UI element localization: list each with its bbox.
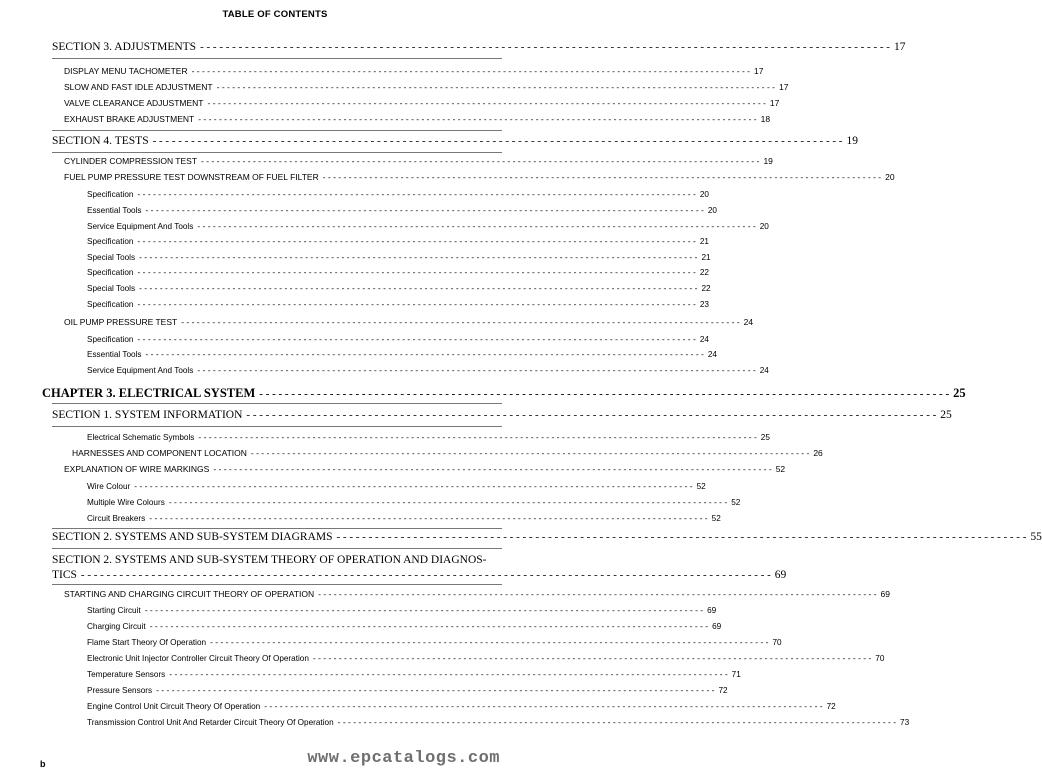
entry-page: 25 xyxy=(940,409,952,421)
section-rule xyxy=(52,130,502,131)
toc-subentry[interactable] xyxy=(87,605,717,615)
entry-label: Special Tools xyxy=(87,284,136,293)
entry-page: 52 xyxy=(696,482,706,491)
dot-leader: - - - - - - - - - - - - - - - - - - - - - - - - - - - - - - - - - - - - - - - - - - - - - - - - - - - - - - - - - - - - - - - - - - - - - - - - - - - - - - - - - - - - - - - - - - - - - - - - - - - - - - - - - - - - xyxy=(197,365,756,375)
toc-entry-section[interactable] xyxy=(52,531,1042,544)
toc-subentry[interactable] xyxy=(87,334,709,344)
entry-label: Electrical Schematic Symbols xyxy=(87,433,195,442)
entry-label: Electronic Unit Injector Controller Circuit Theory Of Operation xyxy=(87,654,309,663)
entry-page: 22 xyxy=(701,284,711,293)
toc-subentry[interactable] xyxy=(87,653,885,663)
toc-subentry[interactable] xyxy=(87,299,709,309)
entry-page: 69 xyxy=(707,606,717,615)
entry-label: EXPLANATION OF WIRE MARKINGS xyxy=(64,464,210,474)
dot-leader: - - - - - - - - - - - - - - - - - - - - - - - - - - - - - - - - - - - - - - - - - - - - - - - - - - - - - - - - - - - - - - - - - - - - - - - - - - - - - - - - - - - - - - - - - - - - - - - - - - - - - - - - - - - - xyxy=(139,252,698,262)
entry-page: 17 xyxy=(779,82,789,92)
dot-leader: - - - - - - - - - - - - - - - - - - - - - - - - - - - - - - - - - - - - - - - - - - - - - - - - - - - - - - - - - - - - - - - - - - - - - - - - - - - - - - - - - - - - - - - - - - - - - - - - - - - - - - - - - - - - xyxy=(259,388,950,400)
dot-leader: - - - - - - - - - - - - - - - - - - - - - - - - - - - - - - - - - - - - - - - - - - - - - - - - - - - - - - - - - - - - - - - - - - - - - - - - - - - - - - - - - - - - - - - - - - - - - - - - - - - - - - - - - - - - xyxy=(137,267,696,277)
dot-leader: - - - - - - - - - - - - - - - - - - - - - - - - - - - - - - - - - - - - - - - - - - - - - - - - - - - - - - - - - - - - - - - - - - - - - - - - - - - - - - - - - - - - - - - - - - - - - - - - - - - - - - - - - - - - xyxy=(312,653,872,663)
dot-leader: - - - - - - - - - - - - - - - - - - - - - - - - - - - - - - - - - - - - - - - - - - - - - - - - - - - - - - - - - - - - - - - - - - - - - - - - - - - - - - - - - - - - - - - - - - - - - - - - - - - - - - - - - - - - xyxy=(145,349,704,359)
dot-leader: - - - - - - - - - - - - - - - - - - - - - - - - - - - - - - - - - - - - - - - - - - - - - - - - - - - - - - - - - - - - - - - - - - - - - - - - - - - - - - - - - - - - - - - - - - - - - - - - - - - - - - - - - - - - xyxy=(139,283,698,293)
entry-page: 52 xyxy=(775,464,786,474)
entry-label: TICS xyxy=(52,569,77,581)
dot-leader: - - - - - - - - - - - - - - - - - - - - - - - - - - - - - - - - - - - - - - - - - - - - - - - - - - - - - - - - - - - - - - - - - - - - - - - - - - - - - - - - - - - - - - - - - - - - - - - - - - - - - - - - - - - - xyxy=(201,156,760,166)
toc-subentry[interactable] xyxy=(87,621,722,631)
entry-page: 25 xyxy=(953,386,966,400)
section-rule xyxy=(52,426,502,427)
watermark: www.epcatalogs.com xyxy=(307,749,500,768)
entry-label: SLOW AND FAST IDLE ADJUSTMENT xyxy=(64,82,213,92)
toc-entry-section[interactable] xyxy=(52,41,906,54)
dot-leader: - - - - - - - - - - - - - - - - - - - - - - - - - - - - - - - - - - - - - - - - - - - - - - - - - - - - - - - - - - - - - - - - - - - - - - - - - - - - - - - - - - - - - - - - - - - - - - - - - - - - - - - - - - - - xyxy=(145,205,704,215)
toc-entry[interactable] xyxy=(72,448,823,458)
entry-label: FUEL PUMP PRESSURE TEST DOWNSTREAM OF FUEL FILTER xyxy=(64,172,319,182)
dot-leader: - - - - - - - - - - - - - - - - - - - - - - - - - - - - - - - - - - - - - - - - - - - - - - - - - - - - - - - - - - - - - - - - - - - - - - - - - - - - - - - - - - - - - - - - - - - - - - - - - - - - - - - - - - - - xyxy=(216,82,776,92)
entry-page: 70 xyxy=(875,654,885,663)
entry-label: CHAPTER 3. ELECTRICAL SYSTEM xyxy=(42,386,256,400)
entry-label: Circuit Breakers xyxy=(87,514,146,523)
dot-leader: - - - - - - - - - - - - - - - - - - - - - - - - - - - - - - - - - - - - - - - - - - - - - - - - - - - - - - - - - - - - - - - - - - - - - - - - - - - - - - - - - - - - - - - - - - - - - - - - - - - - - - - - - - - - xyxy=(134,481,693,491)
toc-subentry[interactable] xyxy=(87,221,769,231)
section-rule xyxy=(52,403,502,404)
toc-subentry[interactable] xyxy=(87,669,741,679)
toc-subentry[interactable] xyxy=(87,717,910,727)
entry-page: 69 xyxy=(880,589,891,599)
entry-page: 52 xyxy=(731,498,741,507)
entry-label: Specification xyxy=(87,237,134,246)
entry-page: 18 xyxy=(760,114,771,124)
dot-leader: - - - - - - - - - - - - - - - - - - - - - - - - - - - - - - - - - - - - - - - - - - - - - - - - - - - - - - - - - - - - - - - - - - - - - - - - - - - - - - - - - - - - - - - - - - - - - - - - - - - - - - - - - - - - xyxy=(336,531,1027,543)
entry-label: Charging Circuit xyxy=(87,622,146,631)
entry-label: Service Equipment And Tools xyxy=(87,222,194,231)
entry-label: Specification xyxy=(87,335,134,344)
entry-label: CYLINDER COMPRESSION TEST xyxy=(64,156,198,166)
section-rule xyxy=(52,584,502,585)
entry-page: 17 xyxy=(893,41,906,53)
dot-leader: - - - - - - - - - - - - - - - - - - - - - - - - - - - - - - - - - - - - - - - - - - - - - - - - - - - - - - - - - - - - - - - - - - - - - - - - - - - - - - - - - - - - - - - - - - - - - - - - - - - - - - - - - - - - xyxy=(197,221,756,231)
toc-subentry[interactable] xyxy=(87,283,711,293)
dot-leader: - - - - - - - - - - - - - - - - - - - - - - - - - - - - - - - - - - - - - - - - - - - - - - - - - - - - - - - - - - - - - - - - - - - - - - - - - - - - - - - - - - - - - - - - - - - - - - - - - - - - - - - - - - - - xyxy=(144,605,704,615)
entry-label: HARNESSES AND COMPONENT LOCATION xyxy=(72,448,247,458)
entry-label: Essential Tools xyxy=(87,206,142,215)
entry-label: Pressure Sensors xyxy=(87,686,153,695)
entry-label: VALVE CLEARANCE ADJUSTMENT xyxy=(64,98,204,108)
toc-subentry[interactable] xyxy=(87,189,709,199)
entry-label: Wire Colour xyxy=(87,482,131,491)
toc-entry[interactable] xyxy=(64,98,780,108)
entry-label: Multiple Wire Colours xyxy=(87,498,165,507)
dot-leader: - - - - - - - - - - - - - - - - - - - - - - - - - - - - - - - - - - - - - - - - - - - - - - - - - - - - - - - - - - - - - - - - - - - - - - - - - - - - - - - - - - - - - - - - - - - - - - - - - - - - - - - - - - - - xyxy=(149,621,709,631)
toc-entry[interactable] xyxy=(64,114,771,124)
entry-page: 21 xyxy=(699,237,709,246)
section-rule xyxy=(52,58,502,59)
entry-page: 72 xyxy=(718,686,728,695)
dot-leader: - - - - - - - - - - - - - - - - - - - - - - - - - - - - - - - - - - - - - - - - - - - - - - - - - - - - - - - - - - - - - - - - - - - - - - - - - - - - - - - - - - - - - - - - - - - - - - - - - - - - - - - - - - - - xyxy=(168,497,728,507)
dot-leader: - - - - - - - - - - - - - - - - - - - - - - - - - - - - - - - - - - - - - - - - - - - - - - - - - - - - - - - - - - - - - - - - - - - - - - - - - - - - - - - - - - - - - - - - - - - - - - - - - - - - - - - - - - - - xyxy=(246,409,937,421)
entry-label: Temperature Sensors xyxy=(87,670,166,679)
dot-leader: - - - - - - - - - - - - - - - - - - - - - - - - - - - - - - - - - - - - - - - - - - - - - - - - - - - - - - - - - - - - - - - - - - - - - - - - - - - - - - - - - - - - - - - - - - - - - - - - - - - - - - - - - - - - xyxy=(181,317,740,327)
section-rule xyxy=(52,548,502,549)
toc-entry-section[interactable] xyxy=(52,569,787,582)
page-footer-letter: b xyxy=(40,759,46,769)
toc-entry-chapter[interactable] xyxy=(42,386,966,400)
dot-leader: - - - - - - - - - - - - - - - - - - - - - - - - - - - - - - - - - - - - - - - - - - - - - - - - - - - - - - - - - - - - - - - - - - - - - - - - - - - - - - - - - - - - - - - - - - - - - - - - - - - - - - - - - - - - xyxy=(152,135,843,147)
entry-label: DISPLAY MENU TACHOMETER xyxy=(64,66,188,76)
entry-page: 52 xyxy=(711,514,721,523)
entry-label: Engine Control Unit Circuit Theory Of Operation xyxy=(87,702,261,711)
toc-entry[interactable] xyxy=(64,317,754,327)
dot-leader: - - - - - - - - - - - - - - - - - - - - - - - - - - - - - - - - - - - - - - - - - - - - - - - - - - - - - - - - - - - - - - - - - - - - - - - - - - - - - - - - - - - - - - - - - - - - - - - - - - - - - - - - - - - - xyxy=(198,432,757,442)
entry-page: 26 xyxy=(813,448,823,458)
entry-page: 17 xyxy=(769,98,780,108)
section-rule xyxy=(52,528,502,529)
toc-entry[interactable] xyxy=(64,589,891,599)
entry-label: Transmission Control Unit And Retarder Circuit Theory Of Operation xyxy=(87,718,334,727)
section-rule xyxy=(52,152,502,153)
entry-page: 24 xyxy=(707,350,717,359)
entry-page: 73 xyxy=(900,718,910,727)
entry-label: OIL PUMP PRESSURE TEST xyxy=(64,317,178,327)
entry-page: 24 xyxy=(743,317,754,327)
dot-leader: - - - - - - - - - - - - - - - - - - - - - - - - - - - - - - - - - - - - - - - - - - - - - - - - - - - - - - - - - - - - - - - - - - - - - - - - - - - - - - - - - - - - - - - - - - - - - - - - - - - - - - - - - - - - xyxy=(137,299,696,309)
dot-leader: - - - - - - - - - - - - - - - - - - - - - - - - - - - - - - - - - - - - - - - - - - - - - - - - - - - - - - - - - - - - - - - - - - - - - - - - - - - - - - - - - - - - - - - - - - - - - - - - - - - - - - - - - - - - xyxy=(80,569,771,581)
toc-subentry[interactable] xyxy=(87,365,769,375)
entry-label: Specification xyxy=(87,300,134,309)
dot-leader: - - - - - - - - - - - - - - - - - - - - - - - - - - - - - - - - - - - - - - - - - - - - - - - - - - - - - - - - - - - - - - - - - - - - - - - - - - - - - - - - - - - - - - - - - - - - - - - - - - - - - - - - - - - - xyxy=(318,589,877,599)
entry-page: 69 xyxy=(774,569,787,581)
entry-label: Specification xyxy=(87,268,134,277)
toc-entry-section[interactable] xyxy=(52,409,952,422)
entry-page: 23 xyxy=(699,300,709,309)
dot-leader: - - - - - - - - - - - - - - - - - - - - - - - - - - - - - - - - - - - - - - - - - - - - - - - - - - - - - - - - - - - - - - - - - - - - - - - - - - - - - - - - - - - - - - - - - - - - - - - - - - - - - - - - - - - - xyxy=(191,66,750,76)
entry-page: 19 xyxy=(846,135,858,147)
dot-leader: - - - - - - - - - - - - - - - - - - - - - - - - - - - - - - - - - - - - - - - - - - - - - - - - - - - - - - - - - - - - - - - - - - - - - - - - - - - - - - - - - - - - - - - - - - - - - - - - - - - - - - - - - - - - xyxy=(169,669,728,679)
toc-subentry[interactable] xyxy=(87,481,706,491)
entry-page: 70 xyxy=(772,638,782,647)
entry-label: Starting Circuit xyxy=(87,606,141,615)
toc-subentry[interactable] xyxy=(87,267,709,277)
entry-label: Essential Tools xyxy=(87,350,142,359)
toc-entry[interactable] xyxy=(64,172,895,182)
entry-label: Flame Start Theory Of Operation xyxy=(87,638,207,647)
entry-page: 69 xyxy=(712,622,722,631)
entry-label: SECTION 3. ADJUSTMENTS xyxy=(52,41,197,53)
entry-page: 20 xyxy=(885,172,895,182)
entry-label: SECTION 1. SYSTEM INFORMATION xyxy=(52,409,243,421)
toc-subentry[interactable] xyxy=(87,637,782,647)
toc-subentry[interactable] xyxy=(87,205,717,215)
entry-page: 19 xyxy=(763,156,773,166)
entry-page: 20 xyxy=(707,206,717,215)
dot-leader: - - - - - - - - - - - - - - - - - - - - - - - - - - - - - - - - - - - - - - - - - - - - - - - - - - - - - - - - - - - - - - - - - - - - - - - - - - - - - - - - - - - - - - - - - - - - - - - - - - - - - - - - - - - - xyxy=(137,334,696,344)
page-title: TABLE OF CONTENTS xyxy=(222,9,328,20)
toc-entry-section-line1[interactable]: SECTION 2. SYSTEMS AND SUB-SYSTEM THEORY OF OPERATION AND DIAGNOS- xyxy=(52,554,487,566)
dot-leader: - - - - - - - - - - - - - - - - - - - - - - - - - - - - - - - - - - - - - - - - - - - - - - - - - - - - - - - - - - - - - - - - - - - - - - - - - - - - - - - - - - - - - - - - - - - - - - - - - - - - - - - - - - - - xyxy=(213,464,772,474)
toc-entry[interactable] xyxy=(64,156,773,166)
dot-leader: - - - - - - - - - - - - - - - - - - - - - - - - - - - - - - - - - - - - - - - - - - - - - - - - - - - - - - - - - - - - - - - - - - - - - - - - - - - - - - - - - - - - - - - - - - - - - - - - - - - - - - - - - - - - xyxy=(207,98,766,108)
entry-label: Service Equipment And Tools xyxy=(87,366,194,375)
entry-label: SECTION 2. SYSTEMS AND SUB-SYSTEM DIAGRAMS xyxy=(52,531,333,543)
entry-page: 24 xyxy=(759,366,769,375)
entry-page: 24 xyxy=(699,335,709,344)
toc-subentry[interactable] xyxy=(87,236,709,246)
dot-leader: - - - - - - - - - - - - - - - - - - - - - - - - - - - - - - - - - - - - - - - - - - - - - - - - - - - - - - - - - - - - - - - - - - - - - - - - - - - - - - - - - - - - - - - - - - - - - - - - - - - - - - - - - - - - xyxy=(264,701,823,711)
toc-subentry[interactable] xyxy=(87,497,741,507)
dot-leader: - - - - - - - - - - - - - - - - - - - - - - - - - - - - - - - - - - - - - - - - - - - - - - - - - - - - - - - - - - - - - - - - - - - - - - - - - - - - - - - - - - - - - - - - - - - - - - - - - - - - - - - - - - - - xyxy=(322,172,882,182)
toc-entry[interactable] xyxy=(64,464,786,474)
dot-leader: - - - - - - - - - - - - - - - - - - - - - - - - - - - - - - - - - - - - - - - - - - - - - - - - - - - - - - - - - - - - - - - - - - - - - - - - - - - - - - - - - - - - - - - - - - - - - - - - - - - - - - - - - - - - xyxy=(149,513,708,523)
toc-subentry[interactable] xyxy=(87,685,728,695)
entry-page: 20 xyxy=(699,190,709,199)
dot-leader: - - - - - - - - - - - - - - - - - - - - - - - - - - - - - - - - - - - - - - - - - - - - - - - - - - - - - - - - - - - - - - - - - - - - - - - - - - - - - - - - - - - - - - - - - - - - - - - - - - - - - - - - - - - - xyxy=(137,236,696,246)
dot-leader: - - - - - - - - - - - - - - - - - - - - - - - - - - - - - - - - - - - - - - - - - - - - - - - - - - - - - - - - - - - - - - - - - - - - - - - - - - - - - - - - - - - - - - - - - - - - - - - - - - - - - - - - - - - - xyxy=(337,717,897,727)
entry-page: 71 xyxy=(731,670,741,679)
entry-label: Special Tools xyxy=(87,253,136,262)
entry-page: 17 xyxy=(753,66,764,76)
toc-subentry[interactable] xyxy=(87,513,721,523)
entry-page: 22 xyxy=(699,268,709,277)
entry-label: EXHAUST BRAKE ADJUSTMENT xyxy=(64,114,195,124)
dot-leader: - - - - - - - - - - - - - - - - - - - - - - - - - - - - - - - - - - - - - - - - - - - - - - - - - - - - - - - - - - - - - - - - - - - - - - - - - - - - - - - - - - - - - - - - - - - - - - - - - - - - - - - - - - - - xyxy=(156,685,715,695)
toc-entry-section[interactable] xyxy=(52,135,858,148)
dot-leader: - - - - - - - - - - - - - - - - - - - - - - - - - - - - - - - - - - - - - - - - - - - - - - - - - - - - - - - - - - - - - - - - - - - - - - - - - - - - - - - - - - - - - - - - - - - - - - - - - - - - - - - - - - - - xyxy=(250,448,810,458)
entry-label: SECTION 4. TESTS xyxy=(52,135,149,147)
entry-label: Specification xyxy=(87,190,134,199)
toc-entry[interactable] xyxy=(64,66,764,76)
entry-page: 25 xyxy=(760,433,770,442)
toc-subentry[interactable] xyxy=(87,701,836,711)
dot-leader: - - - - - - - - - - - - - - - - - - - - - - - - - - - - - - - - - - - - - - - - - - - - - - - - - - - - - - - - - - - - - - - - - - - - - - - - - - - - - - - - - - - - - - - - - - - - - - - - - - - - - - - - - - - - xyxy=(198,114,757,124)
entry-label: STARTING AND CHARGING CIRCUIT THEORY OF OPERATION xyxy=(64,589,315,599)
toc-subentry[interactable] xyxy=(87,252,711,262)
toc-subentry[interactable] xyxy=(87,349,717,359)
dot-leader: - - - - - - - - - - - - - - - - - - - - - - - - - - - - - - - - - - - - - - - - - - - - - - - - - - - - - - - - - - - - - - - - - - - - - - - - - - - - - - - - - - - - - - - - - - - - - - - - - - - - - - - - - - - - xyxy=(137,189,696,199)
entry-page: 55 xyxy=(1030,531,1042,543)
dot-leader: - - - - - - - - - - - - - - - - - - - - - - - - - - - - - - - - - - - - - - - - - - - - - - - - - - - - - - - - - - - - - - - - - - - - - - - - - - - - - - - - - - - - - - - - - - - - - - - - - - - - - - - - - - - - xyxy=(200,41,890,53)
toc-entry[interactable] xyxy=(64,82,789,92)
dot-leader: - - - - - - - - - - - - - - - - - - - - - - - - - - - - - - - - - - - - - - - - - - - - - - - - - - - - - - - - - - - - - - - - - - - - - - - - - - - - - - - - - - - - - - - - - - - - - - - - - - - - - - - - - - - - xyxy=(210,637,769,647)
toc-subentry[interactable] xyxy=(87,432,770,442)
entry-page: 72 xyxy=(826,702,836,711)
entry-page: 20 xyxy=(759,222,769,231)
entry-page: 21 xyxy=(701,253,711,262)
